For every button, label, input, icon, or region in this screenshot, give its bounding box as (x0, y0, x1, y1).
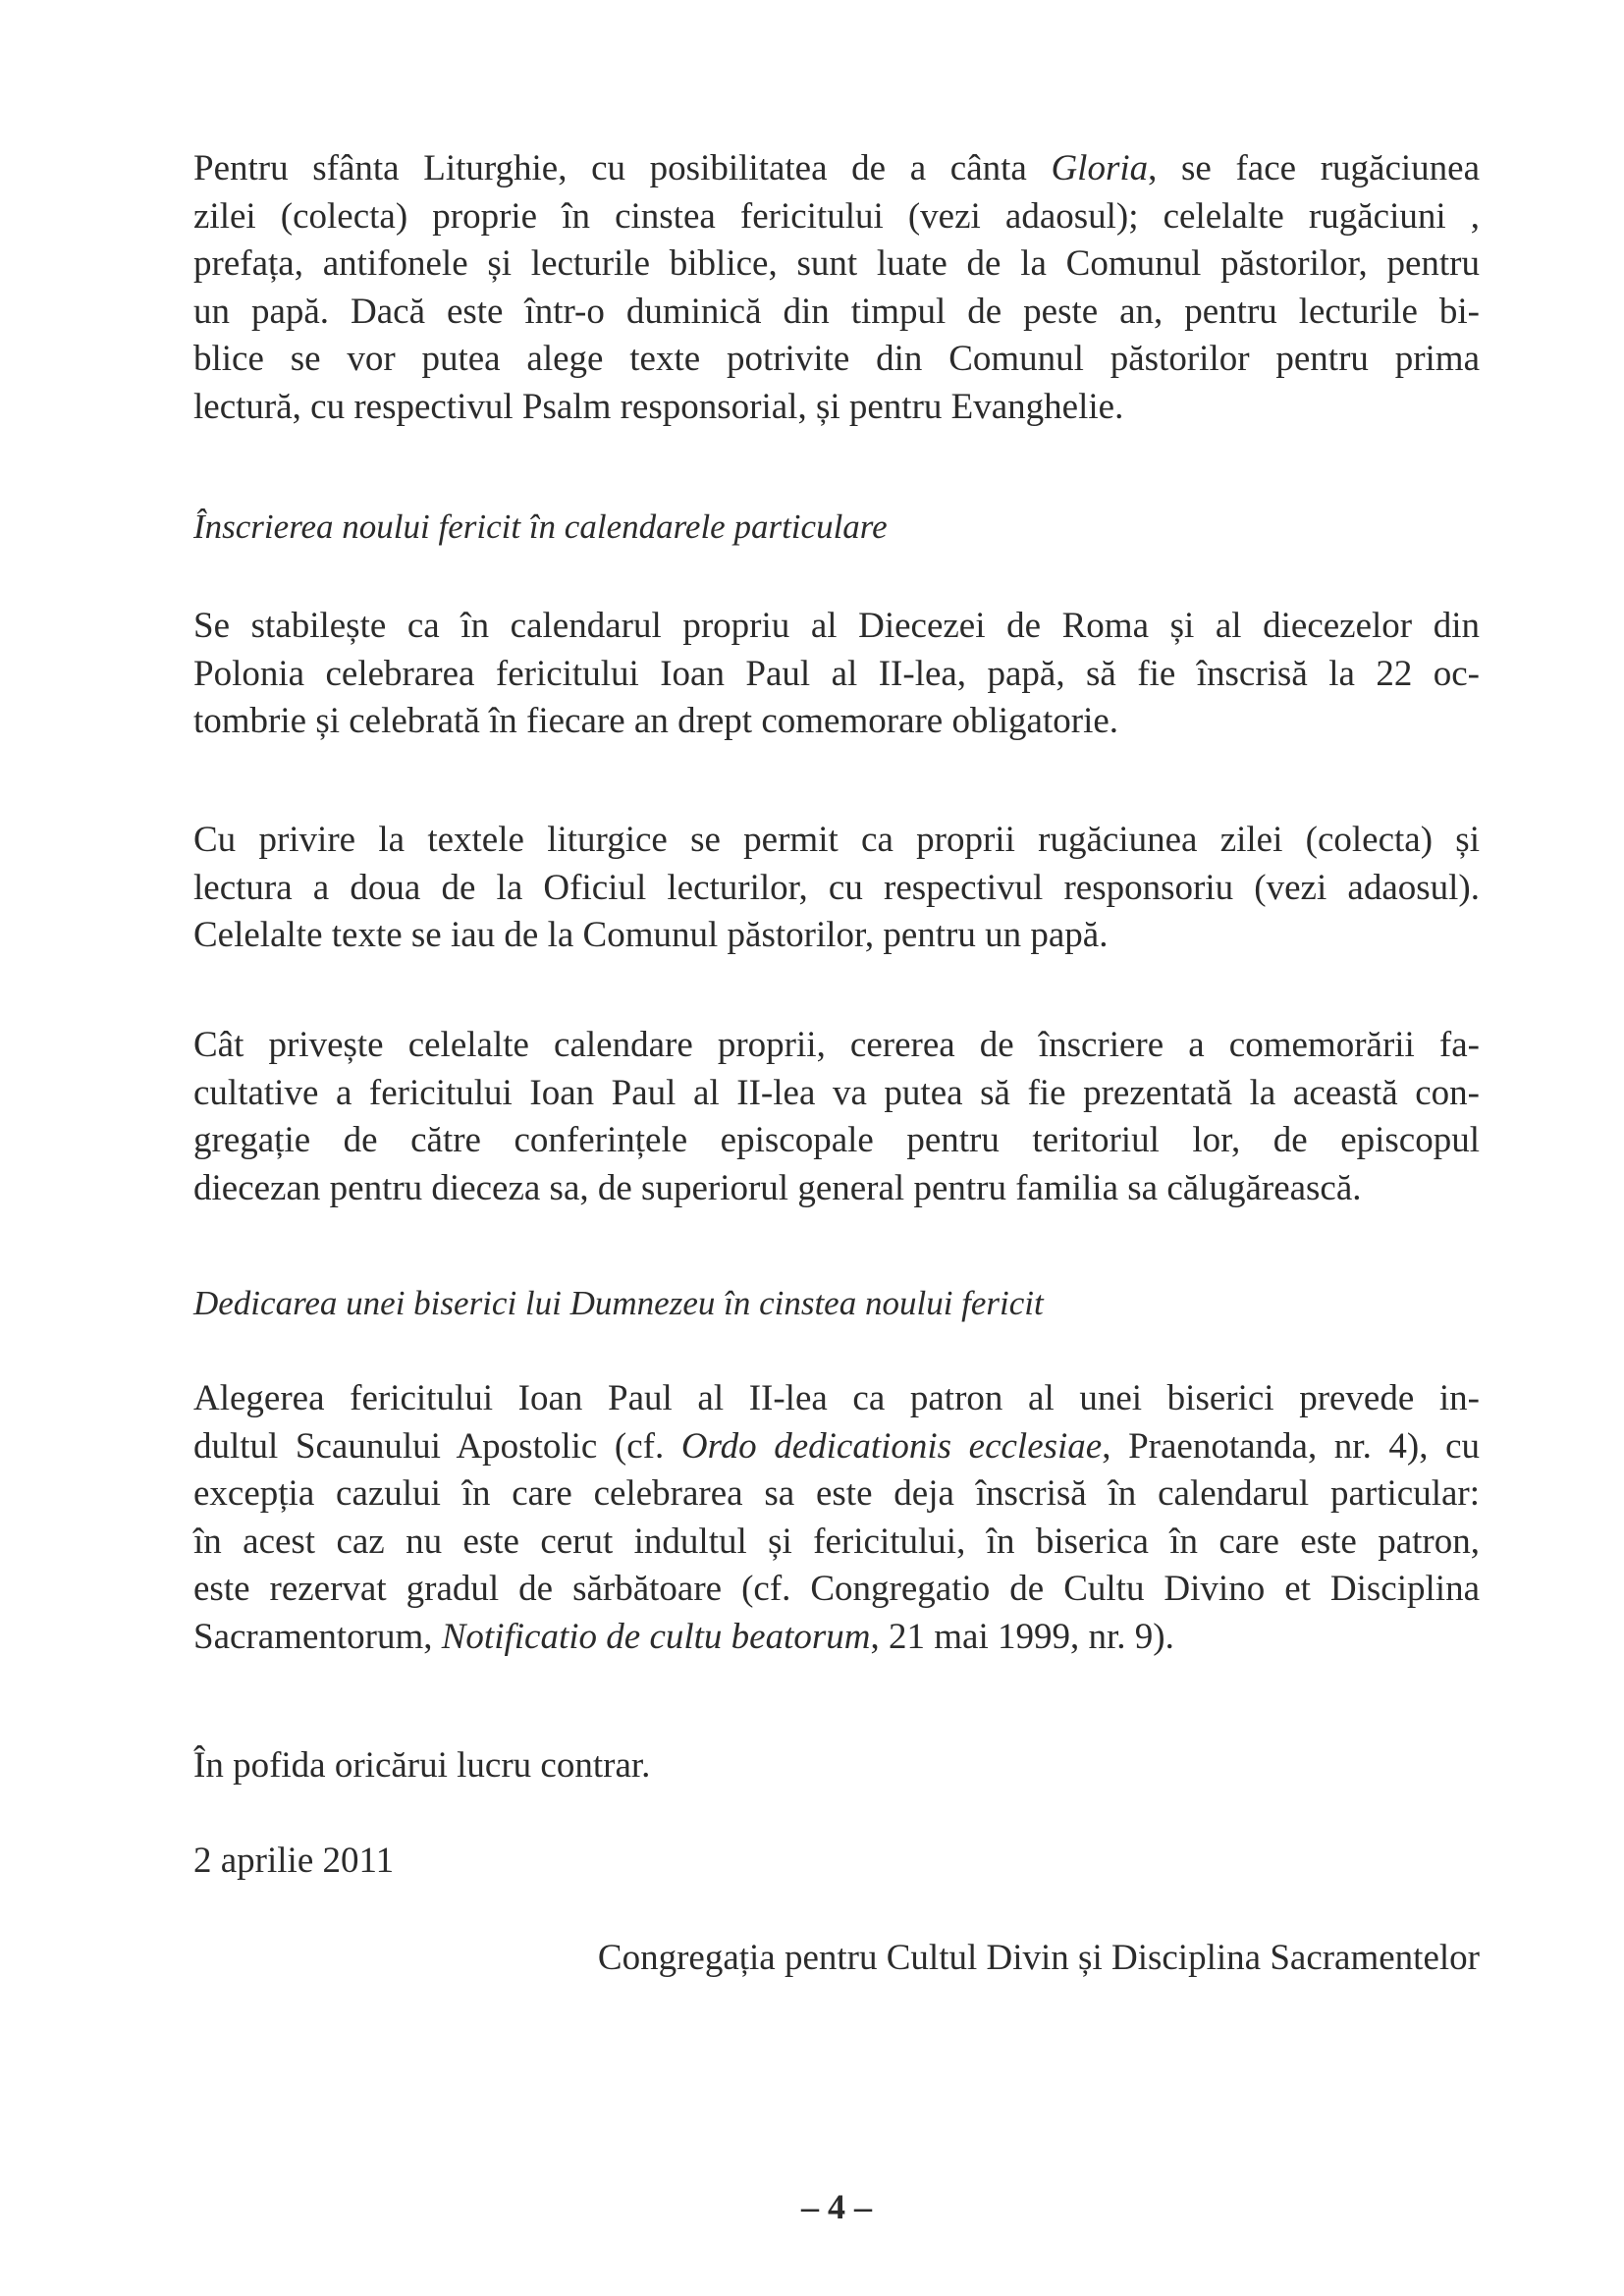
closing-statement: În pofida oricărui lucru contrar. (193, 1745, 651, 1786)
paragraph-line: este rezervat gradul de sărbătoare (cf. Congregatio de Cultu Divino et Disciplina (193, 1569, 1480, 1609)
document-page (193, 0, 1480, 2296)
paragraph-line: Polonia celebrarea fericitului Ioan Paul al II-lea, papă, să fie înscrisă la 22 oc- (193, 653, 1480, 694)
notificatio-title: Notificatio de cultu beatorum (441, 1616, 871, 1657)
paragraph-line: Cât privește celelalte calendare proprii, cererea de înscriere a comemorării fa- (193, 1025, 1480, 1065)
page-number: – 4 – (801, 2187, 872, 2226)
paragraph-line: tombrie și celebrată în fiecare an drept comemorare obligatorie. (193, 701, 1119, 741)
issuer-signature: Congregația pentru Cultul Divin și Disciplina Sacramentelor (597, 1938, 1480, 1978)
paragraph-line: gregație de către conferințele episcopale pentru teritoriul lor, de episcopul (193, 1120, 1480, 1160)
paragraph-calendar-rome (193, 603, 1480, 746)
paragraph-other-calendars (193, 1022, 1480, 1212)
paragraph-line: cultative a fericitului Ioan Paul al II-lea va putea să fie prezentată la această con- (193, 1072, 1480, 1113)
paragraph-church-dedication (193, 1375, 1480, 1661)
paragraph-line: Alegerea fericitului Ioan Paul al II-lea ca patron al unei biserici prevede in- (193, 1378, 1480, 1418)
paragraph-line: Pentru sfânta Liturghie, cu posibilitatea de a cânta Gloria, se face rugăciunea (193, 148, 1480, 188)
paragraph-line: excepția cazului în care celebrarea sa este deja înscrisă în calendarul particular: (193, 1473, 1480, 1514)
paragraph-line: Sacramentorum, Notificatio de cultu beatorum, 21 mai 1999, nr. 9). (193, 1616, 1174, 1657)
paragraph-line: blice se vor putea alege texte potrivite din Comunul păstorilor pentru prima (193, 339, 1480, 379)
paragraph-line: un papă. Dacă este într-o duminică din timpul de peste an, pentru lecturile bi- (193, 291, 1480, 332)
paragraph-liturgical-texts (193, 817, 1480, 960)
section-heading-calendars: Înscrierea noului fericit în calendarele particulare (193, 507, 888, 546)
paragraph-liturgy (193, 145, 1480, 431)
paragraph-line: prefața, antifonele și lecturile biblice, sunt luate de la Comunul păstorilor, pentru (193, 243, 1480, 284)
paragraph-line: zilei (colecta) proprie în cinstea fericitului (vezi adaosul); celelalte rugăciuni , (193, 195, 1480, 237)
ordo-title: Ordo dedicationis ecclesiae (680, 1425, 1103, 1467)
paragraph-line: Se stabilește ca în calendarul propriu al Diecezei de Roma și al diecezelor din (193, 606, 1480, 646)
document-date: 2 aprilie 2011 (193, 1841, 395, 1881)
gloria-term: Gloria (1051, 148, 1149, 188)
paragraph-line: Celelalte texte se iau de la Comunul păstorilor, pentru un papă. (193, 915, 1109, 955)
paragraph-line: Cu privire la textele liturgice se permit ca proprii rugăciunea zilei (colecta) și (193, 820, 1480, 860)
paragraph-line: lectura a doua de la Oficiul lecturilor, cu respectivul responsoriu (vezi adaosul). (193, 867, 1480, 908)
paragraph-line: diecezan pentru dieceza sa, de superiorul general pentru familia sa călugărească. (193, 1167, 1362, 1208)
paragraph-line: în acest caz nu este cerut indultul și fericitului, în biserica în care este patron, (193, 1521, 1480, 1562)
paragraph-line: dultul Scaunului Apostolic (cf. Ordo dedicationis ecclesiae, Praenotanda, nr. 4), cu (193, 1425, 1480, 1467)
section-heading-dedication: Dedicarea unei biserici lui Dumnezeu în cinstea noului fericit (193, 1284, 1044, 1322)
paragraph-line: lectură, cu respectivul Psalm responsorial, și pentru Evanghelie. (193, 386, 1124, 427)
